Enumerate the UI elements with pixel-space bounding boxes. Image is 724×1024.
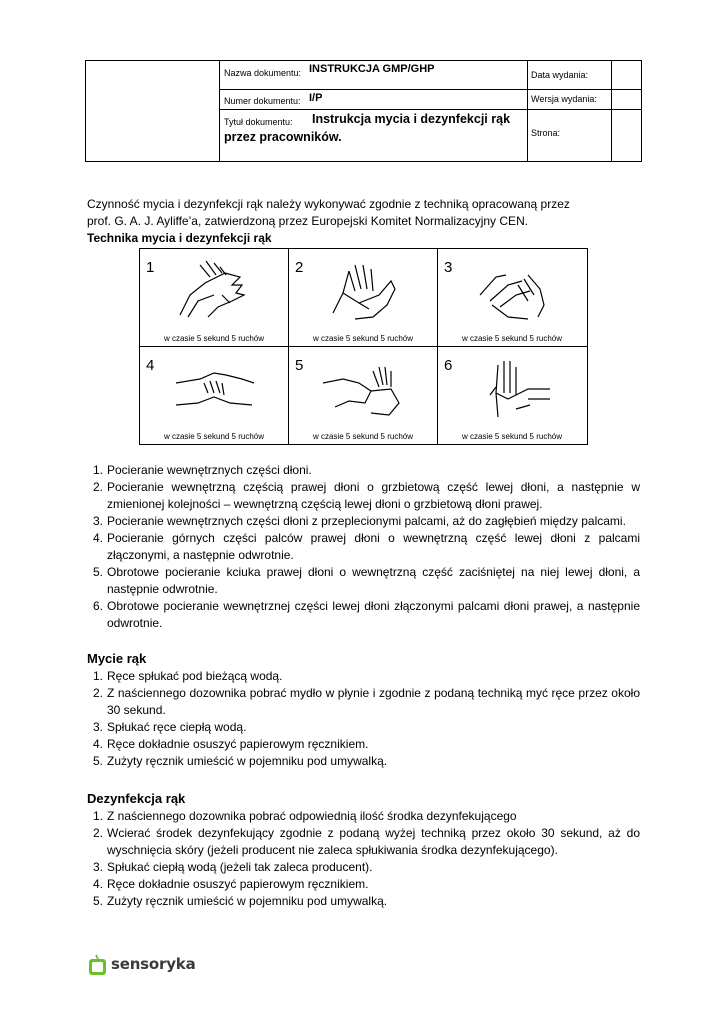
list-item: 2. Pocieranie wewnętrzną częścią prawej dłoni o grzbietową część lewej dłoni, a następnie w zmienionej kolejności – wewnętrzną częścią lewej dłoni o grzbietową dłoni prawej. <box>93 480 640 511</box>
doc-number-cell <box>219 89 527 109</box>
technique-panel-3 <box>438 249 586 346</box>
list-item: 2. Wcierać środek dezynfekujący zgodnie z podaną wyżej techniką przez około 30 sekund, aż do wyschnięcia skóry (jeżeli producent nie zaleca spłukiwania środka dezynfekującego). <box>93 826 640 857</box>
list-item: 4. Ręce dokładnie osuszyć papierowym ręcznikiem. <box>93 737 369 751</box>
technique-steps-list <box>87 462 640 632</box>
panel-caption: w czasie 5 sekund 5 ruchów <box>461 334 563 343</box>
version-label: Wersja wydania: <box>531 94 597 104</box>
doc-name-label: Nazwa dokumentu: <box>224 68 302 78</box>
panel-number: 6 <box>444 357 453 374</box>
list-item: 5. Zużyty ręcznik umieścić w pojemniku pod umywalką. <box>93 894 388 908</box>
panel-number: 5 <box>295 357 304 374</box>
list-item: 3. Spłukać ciepłą wodą (jeżeli tak zaleca producent). <box>93 860 373 874</box>
doc-title-line2: przez pracowników. <box>224 130 342 144</box>
technique-panel-6 <box>438 347 586 444</box>
list-item: 1. Pocieranie wewnętrznych części dłoni. <box>93 463 312 477</box>
disinfection-steps-list <box>87 808 640 910</box>
panel-number: 4 <box>146 357 155 374</box>
doc-title-label: Tytuł dokumentu: <box>224 117 293 127</box>
technique-heading: Technika mycia i dezynfekcji rąk <box>87 231 272 245</box>
hands-backs-of-fingers-icon <box>170 353 260 423</box>
panel-caption: w czasie 5 sekund 5 ruchów <box>312 334 414 343</box>
doc-name-value: INSTRUKCJA GMP/GHP <box>309 63 435 75</box>
doc-title-cell <box>219 109 527 162</box>
list-item: 6. Obrotowe pocieranie wewnętrznej części lewej dłoni złączonymi palcami dłoni prawej, a następnie odwrotnie. <box>93 599 640 630</box>
issue-date-value-cell <box>611 60 642 89</box>
washing-steps-list <box>87 668 640 770</box>
panel-caption: w czasie 5 sekund 5 ruchów <box>461 432 563 441</box>
page-cell <box>527 109 611 162</box>
hands-interlaced-fingers-icon <box>468 255 558 325</box>
intro-paragraph <box>87 196 647 247</box>
technique-panel-5 <box>289 347 437 444</box>
hands-palm-to-palm-icon <box>170 255 260 325</box>
disinfection-heading: Dezynfekcja rąk <box>87 791 186 806</box>
list-item: 3. Pocieranie wewnętrznych części dłoni z przeplecionymi palcami, aż do zagłębień między palcami. <box>93 514 626 528</box>
version-cell <box>527 89 611 109</box>
list-item: 4. Ręce dokładnie osuszyć papierowym ręcznikiem. <box>93 877 369 891</box>
panel-caption: w czasie 5 sekund 5 ruchów <box>312 432 414 441</box>
list-item: 2. Z naściennego dozownika pobrać mydło w płynie i zgodnie z podaną techniką myć ręce przez około 30 sekund. <box>93 686 640 717</box>
issue-date-label: Data wydania: <box>531 70 589 80</box>
list-item: 5. Obrotowe pocieranie kciuka prawej dłoni o wewnętrzną część zaciśniętej na niej lewej dłoni, a następnie odwrotnie. <box>93 565 640 596</box>
technique-panel-2 <box>289 249 437 346</box>
hands-rotational-thumb-icon <box>319 353 409 423</box>
list-item: 1. Z naściennego dozownika pobrać odpowiednią ilość środka dezynfekującego <box>93 809 517 823</box>
page-label: Strona: <box>531 128 561 138</box>
intro-line-1: Czynność mycia i dezynfekcji rąk należy wykonywać zgodnie z techniką opracowaną przez <box>87 197 570 211</box>
doc-title-line1: Instrukcja mycia i dezynfekcji rąk <box>312 112 511 126</box>
panel-caption: w czasie 5 sekund 5 ruchów <box>163 334 265 343</box>
intro-line-2: prof. G. A. J. Ayliffe’a, zatwierdzoną przez Europejski Komitet Normalizacyjny CEN. <box>87 214 529 228</box>
version-value-cell <box>611 89 642 109</box>
panel-caption: w czasie 5 sekund 5 ruchów <box>163 432 265 441</box>
hands-palm-over-dorsum-icon <box>319 255 409 325</box>
doc-number-value: I/P <box>309 92 323 104</box>
logo-mark-icon <box>88 954 107 975</box>
doc-name-cell <box>219 60 527 89</box>
panel-number: 2 <box>295 259 304 276</box>
list-item: 5. Zużyty ręcznik umieścić w pojemniku pod umywalką. <box>93 754 388 768</box>
handwash-technique-grid <box>139 248 588 445</box>
technique-panel-1 <box>140 249 288 346</box>
issue-date-cell <box>527 60 611 89</box>
page-value-cell <box>611 109 642 162</box>
logo-text: sensoryka <box>111 955 196 973</box>
washing-heading: Mycie rąk <box>87 651 147 666</box>
hands-fingertips-in-palm-icon <box>468 353 558 423</box>
list-item: 4. Pocieranie górnych części palców prawej dłoni o wewnętrzną część lewej dłoni z palcami złączonymi, a następnie odwrotnie. <box>93 531 640 562</box>
list-item: 1. Ręce spłukać pod bieżącą wodą. <box>93 669 283 683</box>
panel-number: 1 <box>146 259 155 276</box>
panel-number: 3 <box>444 259 453 276</box>
sensoryka-logo <box>88 951 196 977</box>
doc-number-label: Numer dokumentu: <box>224 96 301 106</box>
document-header-table <box>85 60 642 162</box>
technique-panel-4 <box>140 347 288 444</box>
list-item: 3. Spłukać ręce ciepłą wodą. <box>93 720 247 734</box>
